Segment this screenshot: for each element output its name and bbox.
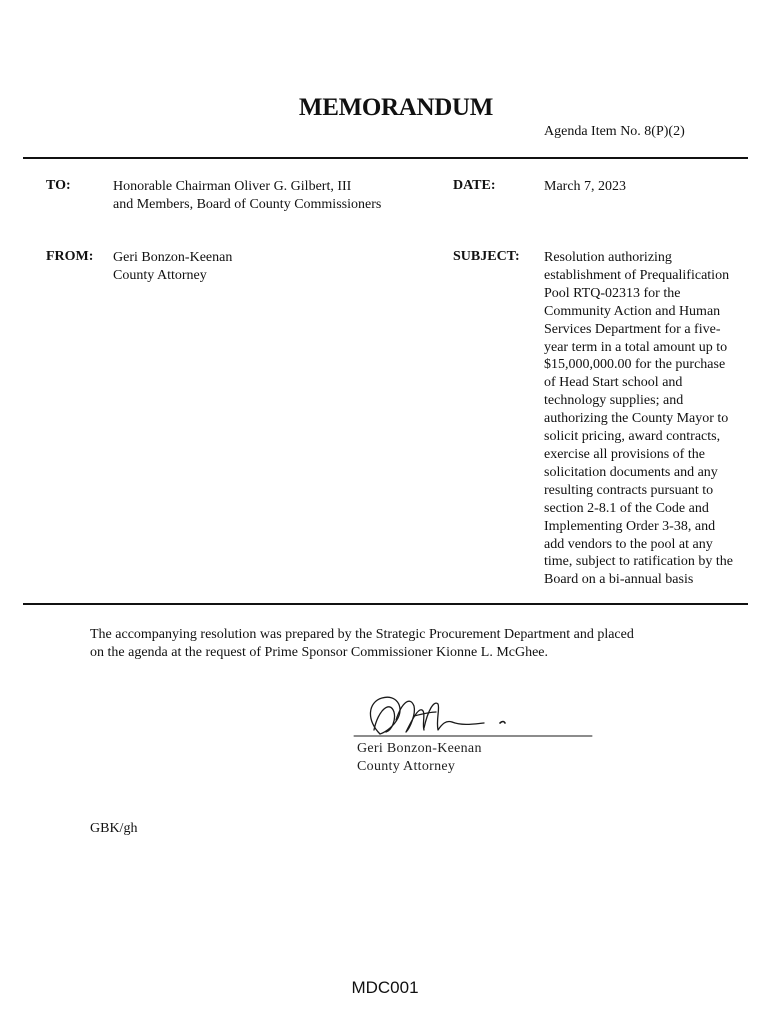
document-code: MDC001 <box>351 978 419 997</box>
date-label: DATE: <box>453 178 496 193</box>
from-line: County Attorney <box>113 268 207 283</box>
subject-line: of Head Start school and <box>544 375 683 391</box>
subject-line: resulting contracts pursuant to <box>544 482 714 498</box>
to-label: TO: <box>46 178 71 193</box>
subject-line: solicit pricing, award contracts, <box>544 429 721 445</box>
from-label: FROM: <box>46 249 94 264</box>
to-line: Honorable Chairman Oliver G. Gilbert, III <box>113 179 352 194</box>
body-divider <box>23 603 748 605</box>
to-line: and Members, Board of County Commissioners <box>113 197 382 212</box>
memo-title: MEMORANDUM <box>298 94 494 121</box>
agenda-item-number: Agenda Item No. 8(P)(2) <box>544 124 685 139</box>
handwritten-signature <box>352 690 597 742</box>
subject-line: section 2-8.1 of the Code and <box>544 500 709 516</box>
from-sender <box>113 249 413 285</box>
subject-line: establishment of Prequalification <box>544 267 730 283</box>
date-value: March 7, 2023 <box>544 179 627 194</box>
typist-initials: GBK/gh <box>90 821 138 836</box>
subject-line: Community Action and Human <box>544 303 721 319</box>
subject-line: exercise all provisions of the <box>544 446 705 462</box>
signature-name: Geri Bonzon-Keenan <box>357 741 482 756</box>
subject-line: Services Department for a five- <box>544 321 721 337</box>
subject-line: add vendors to the pool at any <box>544 536 713 552</box>
from-line: Geri Bonzon-Keenan <box>113 250 233 265</box>
to-recipient <box>113 178 433 214</box>
subject-label: SUBJECT: <box>453 249 520 264</box>
subject-line: year term in a total amount up to <box>544 339 728 355</box>
header-divider <box>23 157 748 159</box>
subject-line: Board on a bi-annual basis <box>544 572 694 588</box>
memo-body <box>90 626 730 662</box>
subject-line: $15,000,000.00 for the purchase <box>544 357 726 373</box>
subject-line: time, subject to ratification by the <box>544 554 733 570</box>
subject-text <box>544 249 750 589</box>
subject-line: Implementing Order 3-38, and <box>544 518 716 534</box>
subject-line: authorizing the County Mayor to <box>544 411 729 427</box>
signature-title: County Attorney <box>357 759 456 774</box>
subject-line: Pool RTQ-02313 for the <box>544 285 681 301</box>
subject-line: technology supplies; and <box>544 393 684 409</box>
body-line: The accompanying resolution was prepared by the Strategic Procurement Department and placed <box>90 627 634 642</box>
subject-line: solicitation documents and any <box>544 464 718 480</box>
subject-line: Resolution authorizing <box>544 250 672 265</box>
body-line: on the agenda at the request of Prime Sponsor Commissioner Kionne L. McGhee. <box>90 645 549 660</box>
signature-block <box>357 740 482 776</box>
